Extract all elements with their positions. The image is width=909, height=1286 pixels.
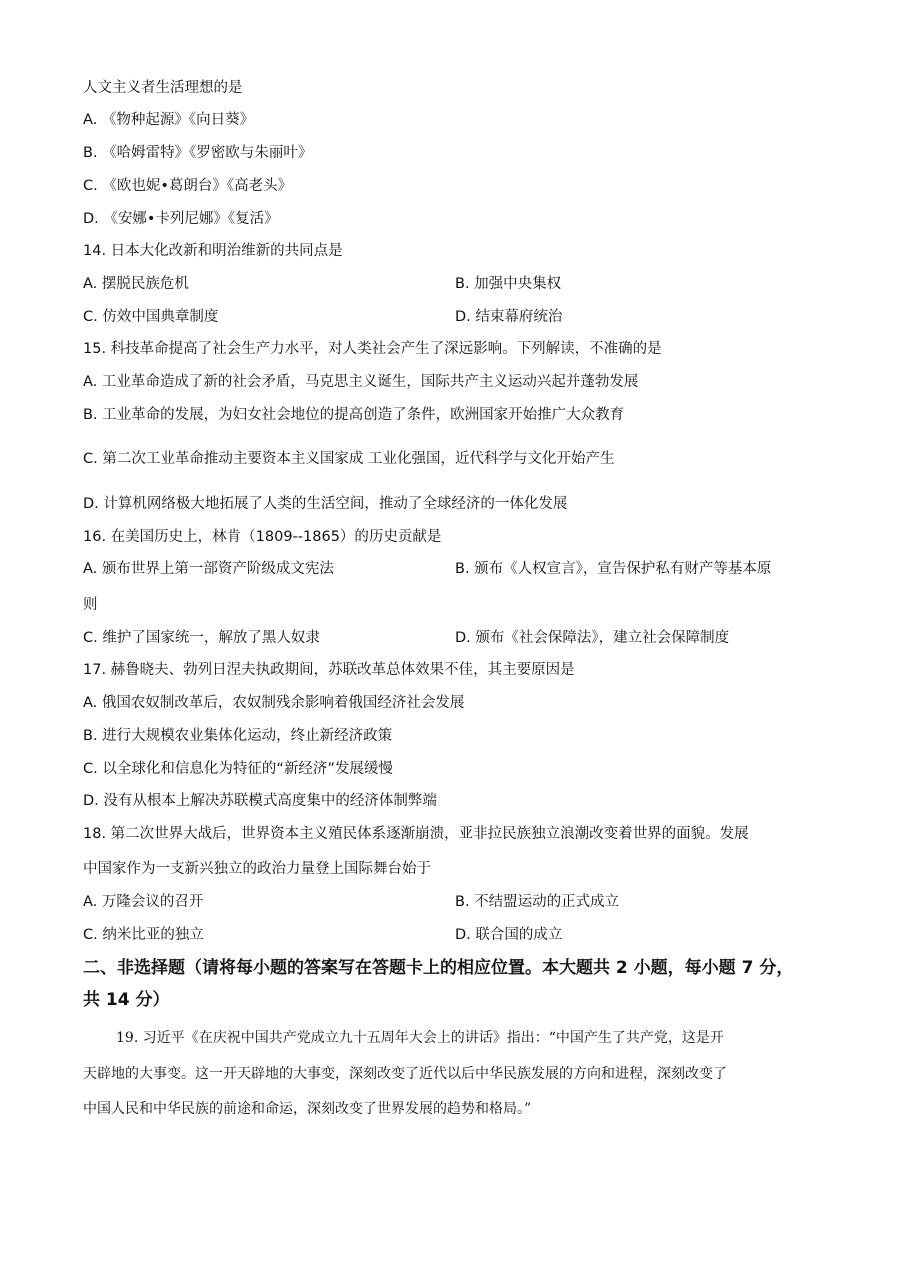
q16-option-a: A. 颁布世界上第一部资产阶级成文宪法	[83, 561, 334, 577]
q15-option-a: A. 工业革命造成了新的社会矛盾，马克思主义诞生，国际共产主义运动兴起并蓬勃发展	[83, 374, 639, 390]
question-18-cont: 中国家作为一支新兴独立的政治力量登上国际舞台始于	[83, 861, 431, 877]
q14-option-c: C. 仿效中国典章制度	[83, 309, 219, 325]
question-13-stem-end: 人文主义者生活理想的是	[83, 80, 243, 96]
q14-option-a: A. 摆脱民族危机	[83, 276, 189, 292]
option-c: C. 《欧也妮•葛朗台》《高老头》	[83, 178, 293, 194]
option-b: B. 《哈姆雷特》《罗密欧与朱丽叶》	[83, 145, 313, 161]
q16-option-b-wrap: 则	[83, 597, 98, 613]
option-d: D. 《安娜•卡列尼娜》《复活》	[83, 211, 279, 227]
q15-option-d: D. 计算机网络极大地拓展了人类的生活空间，推动了全球经济的一体化发展	[83, 496, 568, 512]
q14-option-d: D. 结束幕府统治	[455, 309, 563, 325]
q17-option-b: B. 进行大规模农业集体化运动，终止新经济政策	[83, 728, 393, 744]
q16-option-b: B. 颁布《人权宣言》，宣告保护私有财产等基本原	[455, 561, 772, 577]
question-18: 18. 第二次世界大战后，世界资本主义殖民体系逐渐崩溃，亚非拉民族独立浪潮改变着世界的面貌。发展	[83, 826, 749, 842]
question-19-line-2: 天辟地的大事变。这一开天辟地的大事变，深刻改变了近代以后中华民族发展的方向和进程，深刻改变了	[83, 1066, 727, 1082]
q15-option-b: B. 工业革命的发展，为妇女社会地位的提高创造了条件，欧洲国家开始推广大众教育	[83, 407, 625, 423]
section-2-heading: 二、非选择题（请将每小题的答案写在答题卡上的相应位置。本大题共 2 小题，每小题 7 分，	[83, 958, 794, 978]
section-2-heading-cont: 共 14 分）	[83, 990, 170, 1010]
question-19: 19. 习近平《在庆祝中国共产党成立九十五周年大会上的讲话》指出：“中国产生了共产党，这是开	[116, 1030, 724, 1046]
question-17: 17. 赫鲁晓夫、勃列日涅夫执政期间，苏联改革总体效果不佳，其主要原因是	[83, 662, 575, 678]
question-14: 14. 日本大化改新和明治维新的共同点是	[83, 243, 343, 259]
q15-option-c: C. 第二次工业革命推动主要资本主义国家成 工业化强国，近代科学与文化开始产生	[83, 451, 615, 467]
option-a: A. 《物种起源》《向日葵》	[83, 112, 255, 128]
q16-option-d: D. 颁布《社会保障法》，建立社会保障制度	[455, 630, 730, 646]
q18-option-d: D. 联合国的成立	[455, 927, 563, 943]
question-16: 16. 在美国历史上，林肯（1809--1865）的历史贡献是	[83, 529, 442, 545]
q16-option-c: C. 维护了国家统一，解放了黑人奴隶	[83, 630, 320, 646]
q18-option-a: A. 万隆会议的召开	[83, 894, 204, 910]
question-19-line-3: 中国人民和中华民族的前途和命运，深刻改变了世界发展的趋势和格局。”	[83, 1101, 532, 1117]
q17-option-a: A. 俄国农奴制改革后，农奴制残余影响着俄国经济社会发展	[83, 695, 465, 711]
q18-option-b: B. 不结盟运动的正式成立	[455, 894, 620, 910]
q18-option-c: C. 纳米比亚的独立	[83, 927, 204, 943]
q17-option-c: C. 以全球化和信息化为特征的“新经济”发展缓慢	[83, 761, 393, 777]
question-15: 15. 科技革命提高了社会生产力水平，对人类社会产生了深远影响。下列解读，不准确的是	[83, 341, 662, 357]
q14-option-b: B. 加强中央集权	[455, 276, 562, 292]
q17-option-d: D. 没有从根本上解决苏联模式高度集中的经济体制弊端	[83, 793, 437, 809]
